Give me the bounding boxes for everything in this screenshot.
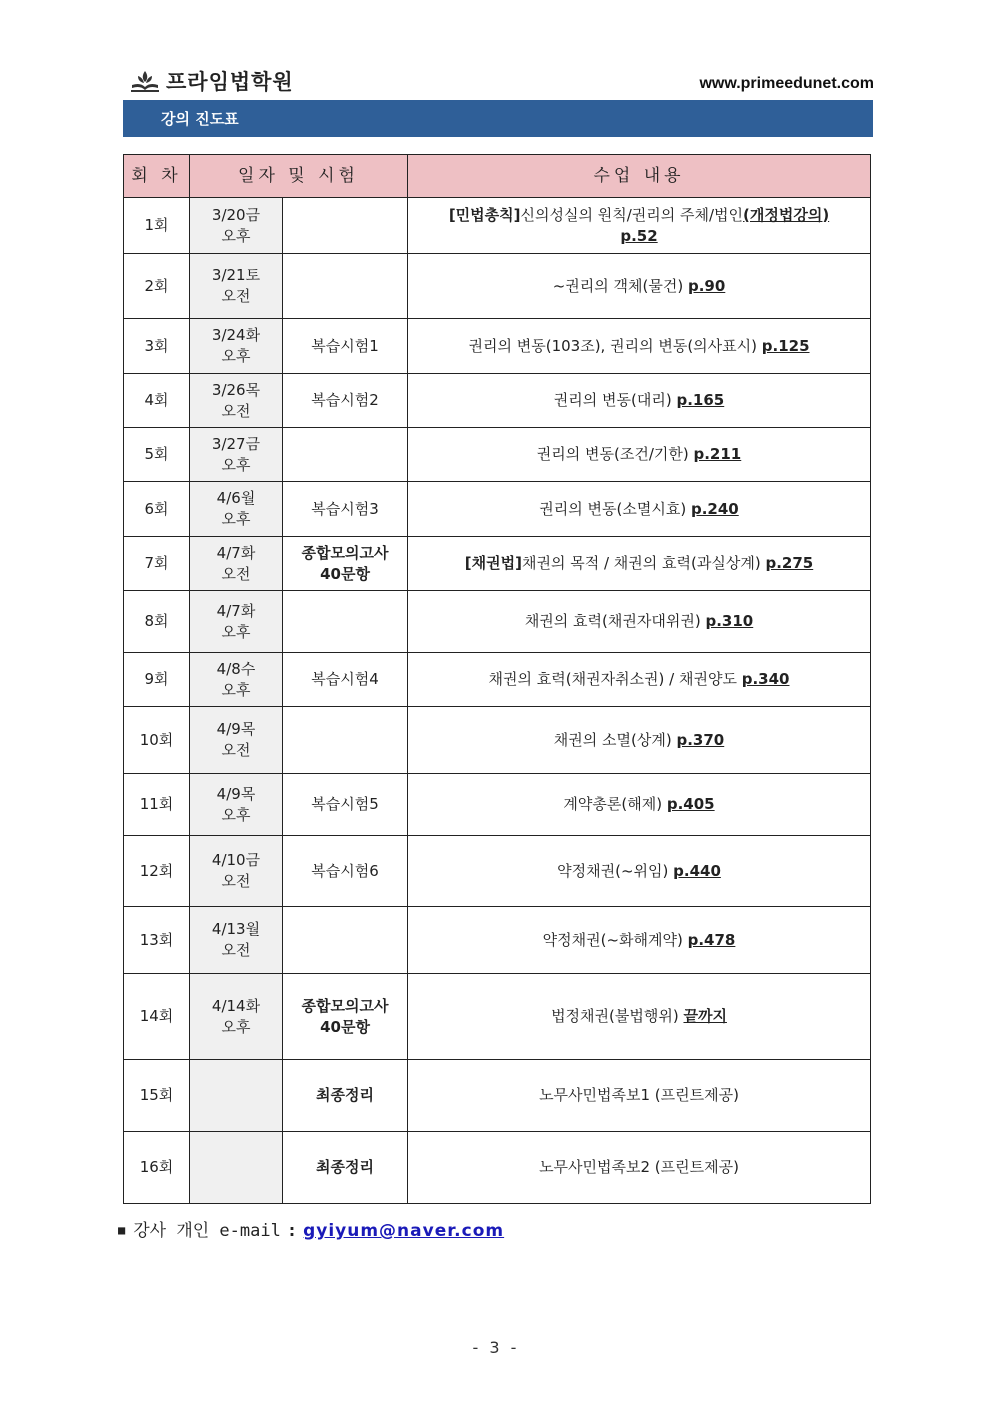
open-book-leaf-icon <box>130 68 160 94</box>
session-cell: 5회 <box>124 428 190 482</box>
exam-text: 복습시험5 <box>311 795 379 813</box>
table-row <box>124 836 871 907</box>
instructor-email-note <box>118 1216 504 1241</box>
date-day: 3/21토 <box>211 266 261 284</box>
session-cell: 15회 <box>124 1060 190 1132</box>
page-header <box>130 66 874 98</box>
date-cell <box>190 836 283 907</box>
bullet-icon: ■ <box>118 1223 126 1237</box>
session-cell: 12회 <box>124 836 190 907</box>
date-time: 오후 <box>221 455 251 474</box>
lecture-schedule-table <box>123 154 871 1204</box>
date-day: 4/10금 <box>211 851 261 869</box>
session-cell: 6회 <box>124 482 190 537</box>
website-link[interactable]: www.primeedunet.com <box>699 75 874 92</box>
content-cell <box>408 1132 871 1204</box>
content-page-ref: p.211 <box>693 445 742 463</box>
date-time: 오전 <box>221 564 251 583</box>
exam-cell <box>283 537 408 591</box>
date-time: 오전 <box>221 941 251 959</box>
table-row <box>124 319 871 374</box>
date-time: 오후 <box>221 622 251 641</box>
date-cell <box>190 198 283 254</box>
content-page-ref: p.405 <box>666 795 715 813</box>
content-text: ~권리의 객체(물건) <box>552 276 684 295</box>
content-cell <box>408 653 871 707</box>
table-row <box>124 198 871 254</box>
session-cell: 13회 <box>124 907 190 974</box>
content-text: 노무사민법족보2 (프린트제공) <box>539 1158 739 1176</box>
date-cell <box>190 374 283 428</box>
date-time: 오후 <box>221 226 251 245</box>
table-row <box>124 907 871 974</box>
table-row <box>124 374 871 428</box>
session-cell: 2회 <box>124 254 190 319</box>
content-page-ref: p.478 <box>687 930 736 949</box>
date-time: 오전 <box>221 872 251 890</box>
exam-cell <box>283 482 408 537</box>
banner-title: 강의 진도표 <box>161 110 239 128</box>
content-text: 노무사민법족보1 (프린트제공) <box>539 1086 739 1104</box>
exam-cell <box>283 653 408 707</box>
exam-cell <box>283 1132 408 1204</box>
content-page-ref: p.165 <box>676 391 725 409</box>
content-cell <box>408 254 871 319</box>
date-day: 3/27금 <box>211 434 261 453</box>
date-cell <box>190 591 283 653</box>
exam-cell <box>283 591 408 653</box>
date-cell <box>190 1132 283 1204</box>
content-text: 권리의 변동(조건/기한) <box>536 445 689 463</box>
session-cell: 11회 <box>124 774 190 836</box>
header-content: 수업 내용 <box>408 155 871 198</box>
exam-cell <box>283 198 408 254</box>
content-cell <box>408 198 871 254</box>
header-date-exam: 일자 및 시험 <box>190 155 408 198</box>
content-cell <box>408 591 871 653</box>
table-header-row <box>124 155 871 198</box>
content-cell <box>408 707 871 774</box>
table-row <box>124 653 871 707</box>
content-cell <box>408 907 871 974</box>
session-cell: 16회 <box>124 1132 190 1204</box>
date-day: 4/9목 <box>216 720 256 738</box>
content-subject-tag: [민법총칙] <box>448 205 521 224</box>
date-day: 3/24화 <box>211 326 261 344</box>
table-row <box>124 591 871 653</box>
table-row <box>124 1132 871 1204</box>
email-link[interactable]: gyiyum@naver.com <box>303 1221 505 1241</box>
session-cell: 1회 <box>124 198 190 254</box>
page-number: - 3 - <box>472 1338 520 1357</box>
date-time: 오후 <box>221 510 251 528</box>
content-page-ref: p.440 <box>673 861 721 880</box>
content-page-ref: p.340 <box>741 670 790 688</box>
table-row <box>124 707 871 774</box>
table-row <box>124 482 871 537</box>
date-cell <box>190 1060 283 1132</box>
exam-cell <box>283 374 408 428</box>
table-row <box>124 428 871 482</box>
content-cell <box>408 482 871 537</box>
date-cell <box>190 907 283 974</box>
content-text: 권리의 변동(103조), 권리의 변동(의사표시) <box>468 336 757 355</box>
content-page-ref: 끝까지 <box>683 1007 727 1025</box>
logo <box>130 66 294 96</box>
content-text: 채권의 소멸(상계) <box>553 730 672 749</box>
content-page-ref: p.370 <box>676 730 725 749</box>
exam-text: 최종정리 <box>316 1086 374 1104</box>
exam-cell <box>283 974 408 1060</box>
content-page-ref: p.275 <box>765 554 814 572</box>
exam-text: 복습시험3 <box>311 499 379 518</box>
content-cell <box>408 428 871 482</box>
date-time: 오후 <box>221 1017 251 1036</box>
content-cell <box>408 537 871 591</box>
content-page-ref: p.240 <box>690 499 739 518</box>
content-text: 계약총론(해제) <box>563 795 663 813</box>
content-text: 약정채권(~화해계약) <box>542 930 683 949</box>
date-cell <box>190 428 283 482</box>
table-body <box>124 198 871 1204</box>
content-subject-tag: [채권법] <box>464 554 522 572</box>
exam-text: 복습시험2 <box>311 391 379 409</box>
content-page-ref: p.52 <box>620 226 658 245</box>
session-cell: 7회 <box>124 537 190 591</box>
date-cell <box>190 482 283 537</box>
content-text: 신의성실의 원칙/권리의 주체/법인 <box>520 205 744 224</box>
date-cell <box>190 707 283 774</box>
date-time: 오전 <box>221 401 251 420</box>
content-text: 채권의 효력(채권자대위권) <box>524 612 701 630</box>
date-time: 오전 <box>221 287 251 305</box>
session-cell: 4회 <box>124 374 190 428</box>
date-cell <box>190 774 283 836</box>
table-row <box>124 974 871 1060</box>
content-cell <box>408 774 871 836</box>
exam-cell <box>283 907 408 974</box>
date-day: 3/20금 <box>211 205 261 224</box>
exam-text: 최종정리 <box>316 1158 374 1176</box>
exam-cell <box>283 428 408 482</box>
exam-text: 종합모의고사 40문항 <box>301 996 389 1036</box>
date-day: 4/7화 <box>216 543 256 562</box>
content-text: 권리의 변동(대리) <box>553 391 672 409</box>
date-cell <box>190 974 283 1060</box>
exam-cell <box>283 774 408 836</box>
content-page-ref: p.90 <box>687 276 726 295</box>
date-day: 4/13월 <box>211 920 261 938</box>
table-row <box>124 254 871 319</box>
session-cell: 3회 <box>124 319 190 374</box>
content-page-ref: p.310 <box>705 612 754 630</box>
date-day: 4/9목 <box>216 784 256 803</box>
date-day: 4/7화 <box>216 601 256 620</box>
content-text: 채권의 목적 / 채권의 효력(과실상계) <box>521 554 761 572</box>
date-time: 오후 <box>221 347 251 365</box>
header-session: 회 차 <box>124 155 190 198</box>
table-row <box>124 1060 871 1132</box>
content-cell <box>408 374 871 428</box>
table-row <box>124 537 871 591</box>
content-cell <box>408 974 871 1060</box>
exam-cell <box>283 707 408 774</box>
date-day: 4/8수 <box>216 659 256 678</box>
date-day: 4/14화 <box>211 996 261 1015</box>
email-label: 강사 개인 e-mail <box>133 1221 281 1241</box>
table-row <box>124 774 871 836</box>
date-cell <box>190 254 283 319</box>
exam-cell <box>283 836 408 907</box>
date-time: 오전 <box>221 741 251 759</box>
exam-text: 복습시험1 <box>311 336 379 355</box>
date-cell <box>190 653 283 707</box>
content-text: 약정채권(~위임) <box>557 861 669 880</box>
content-text: 채권의 효력(채권자취소권) / 채권양도 <box>488 670 737 688</box>
exam-text: 복습시험4 <box>311 670 379 688</box>
date-cell <box>190 537 283 591</box>
exam-cell <box>283 319 408 374</box>
session-cell: 8회 <box>124 591 190 653</box>
section-banner <box>123 100 873 137</box>
session-cell: 14회 <box>124 974 190 1060</box>
email-colon: : <box>286 1221 298 1241</box>
date-day: 4/6월 <box>216 489 256 507</box>
date-cell <box>190 319 283 374</box>
session-cell: 9회 <box>124 653 190 707</box>
content-page-ref: p.125 <box>761 336 810 355</box>
session-cell: 10회 <box>124 707 190 774</box>
content-text: 법정채권(불법행위) <box>551 1007 679 1025</box>
content-cell <box>408 836 871 907</box>
date-time: 오후 <box>221 680 251 699</box>
content-note: (개정법강의) <box>743 205 830 224</box>
content-cell <box>408 1060 871 1132</box>
exam-text: 복습시험6 <box>311 861 379 880</box>
content-cell <box>408 319 871 374</box>
logo-text: 프라임법학원 <box>166 70 294 94</box>
date-day: 3/26목 <box>211 380 261 399</box>
exam-cell <box>283 1060 408 1132</box>
exam-cell <box>283 254 408 319</box>
content-text: 권리의 변동(소멸시효) <box>539 499 687 518</box>
date-time: 오후 <box>221 805 251 824</box>
exam-text: 종합모의고사 40문항 <box>301 543 389 583</box>
